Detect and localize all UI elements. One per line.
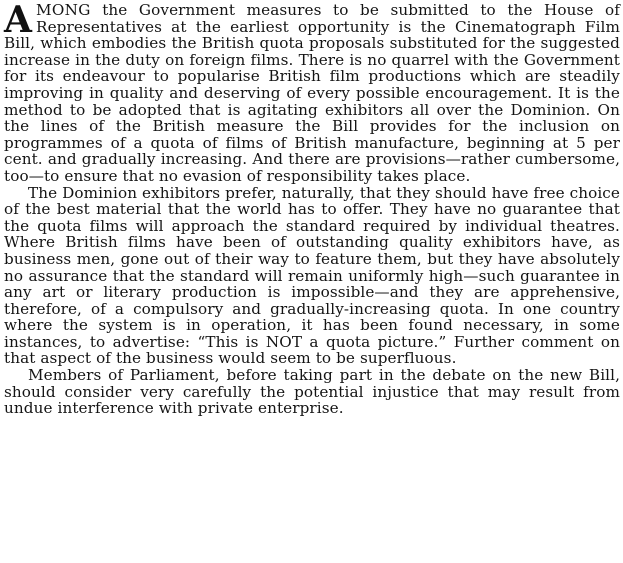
- article-paragraph-2: [4, 185, 620, 368]
- drop-cap: A: [4, 0, 33, 41]
- lead-word: MONG: [36, 1, 91, 19]
- paragraph-2-text: The Dominion exhibitors prefer, naturally, that they should have free choice of the best material that the world has to offer. They have no guarantee that the quota films will approach the standard required by individual theatres. Where British films have been of outstanding quality exhibitors have, as business men, gone out of their way to feature them, but they have absolutely no assurance that the standard will remain uniformly high—such guarantee in any art or literary production is impossible—and they are apprehensive, therefore, of a compulsory and gradually-increasing quota. In one country where the system is in operation, it has been found necessary, in some instances, to advertise: “This is NOT a quota picture.” Further comment on that aspect of the business would seem to be superfluous.: [4, 183, 620, 368]
- article-paragraph-1: [4, 2, 620, 185]
- paragraph-1-text: the Government measures to be submitted to the House of Representatives at the earliest opportunity is the Cinematograph Film Bill, which embodies the British quota proposals substituted for the suggested increase in the duty on foreign films. There is no quarrel with the Government for its endeavour to popularise British film productions which are steadily improving in quality and deserving of every possible encouragement. It is the method to be adopted that is agitating exhibitors all over the Dominion. On the lines of the British measure the Bill provides for the inclusion on programmes of a quota of films of British manufacture, beginning at 5 per cent. and gradually increasing. And there are provisions—rather cumbersome, too—to ensure that no evasion of responsibility takes place.: [4, 1, 620, 185]
- paragraph-3-text: Members of Parliament, before taking part in the debate on the new Bill, should consider very carefully the potential injustice that may result from undue interference with private enterprise.: [4, 366, 620, 418]
- article-paragraph-3: [4, 367, 620, 417]
